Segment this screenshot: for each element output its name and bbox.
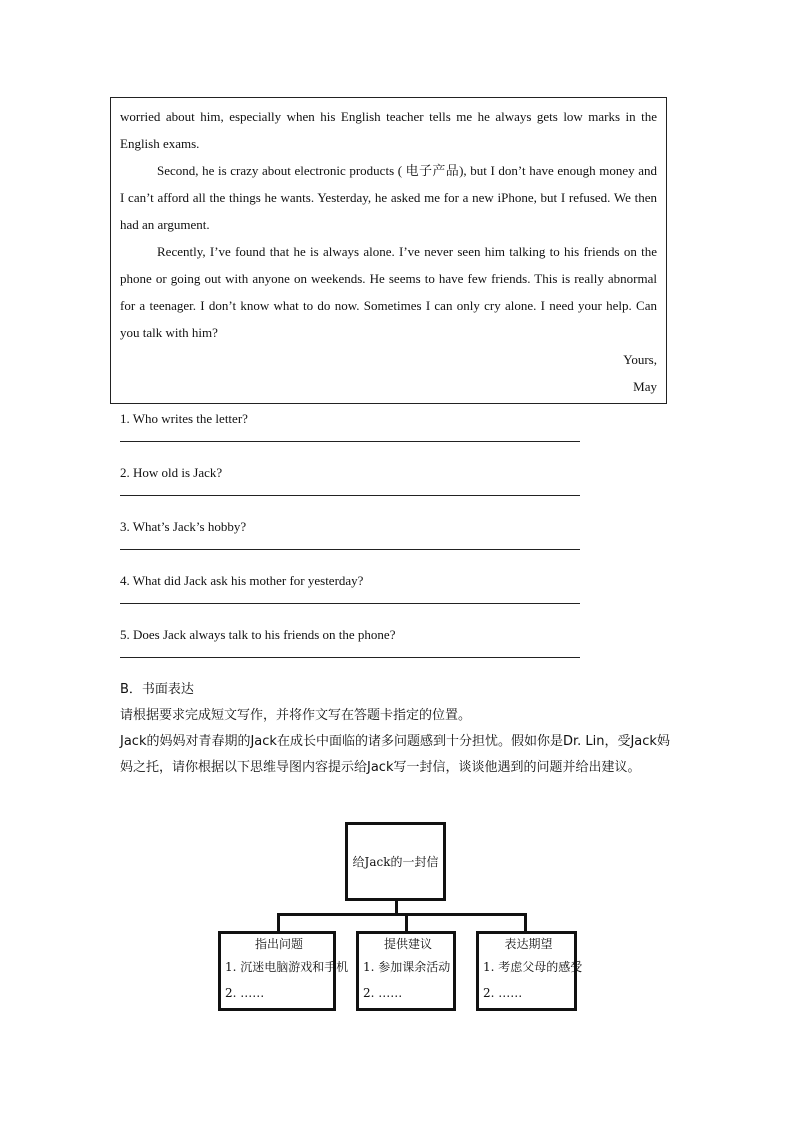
letter-closing: Yours, <box>623 352 657 367</box>
answer-line[interactable] <box>120 481 580 496</box>
connector <box>277 913 280 933</box>
letter-paragraph-3: Recently, I’ve found that he is always alone. I’ve never seen him talking to his friends on the phone or going out with anyone on weekends. He seems to have few friends. This is really abnormal for a teenager. I don’t know what to do now. Sometimes I can only cry alone. I need your help. Can you talk with him? <box>120 244 657 340</box>
question-3: 3. What’s Jack’s hobby? <box>120 519 580 550</box>
letter-box <box>110 97 667 404</box>
question-1: 1. Who writes the letter? <box>120 411 580 442</box>
section-b <box>120 677 670 781</box>
connector <box>524 913 527 933</box>
section-heading: B．书面表达 <box>120 682 194 697</box>
mindmap-node-problems: 指出问题 1. 沉迷电脑游戏和手机 2. …… <box>218 931 336 1011</box>
answer-line[interactable] <box>120 589 580 604</box>
answer-line[interactable] <box>120 643 580 658</box>
question-5: 5. Does Jack always talk to his friends on the phone? <box>120 627 580 658</box>
letter-paragraph-1: worried about him, especially when his English teacher tells me he always gets low marks in the English exams. <box>120 109 657 151</box>
answer-line[interactable] <box>120 535 580 550</box>
letter-paragraph-2: Second, he is crazy about electronic products ( 电子产品), but I don’t have enough money and I can’t afford all the things he wants. Yesterday, he asked me for a new iPhone, but I refused. We then had an argument. <box>120 163 657 232</box>
question-2: 2. How old is Jack? <box>120 465 580 496</box>
question-4: 4. What did Jack ask his mother for yesterday? <box>120 573 580 604</box>
mindmap-node-advice: 提供建议 1. 参加课余活动 2. …… <box>356 931 456 1011</box>
mindmap-node-expectations: 表达期望 1. 考虑父母的感受 2. …… <box>476 931 577 1011</box>
answer-line[interactable] <box>120 427 580 442</box>
mindmap-root: 给Jack的一封信 <box>345 822 446 901</box>
writing-prompt: Jack的妈妈对青春期的Jack在成长中面临的诸多问题感到十分担忧。假如你是Dr. Lin，受Jack妈妈之托，请你根据以下思维导图内容提示给Jack写一封信，谈谈他遇到的问题并给出建议。 <box>120 734 670 775</box>
instruction: 请根据要求完成短文写作，并将作文写在答题卡指定的位置。 <box>120 708 472 723</box>
connector <box>405 913 408 933</box>
letter-signature: May <box>633 379 657 394</box>
connector <box>277 913 527 916</box>
